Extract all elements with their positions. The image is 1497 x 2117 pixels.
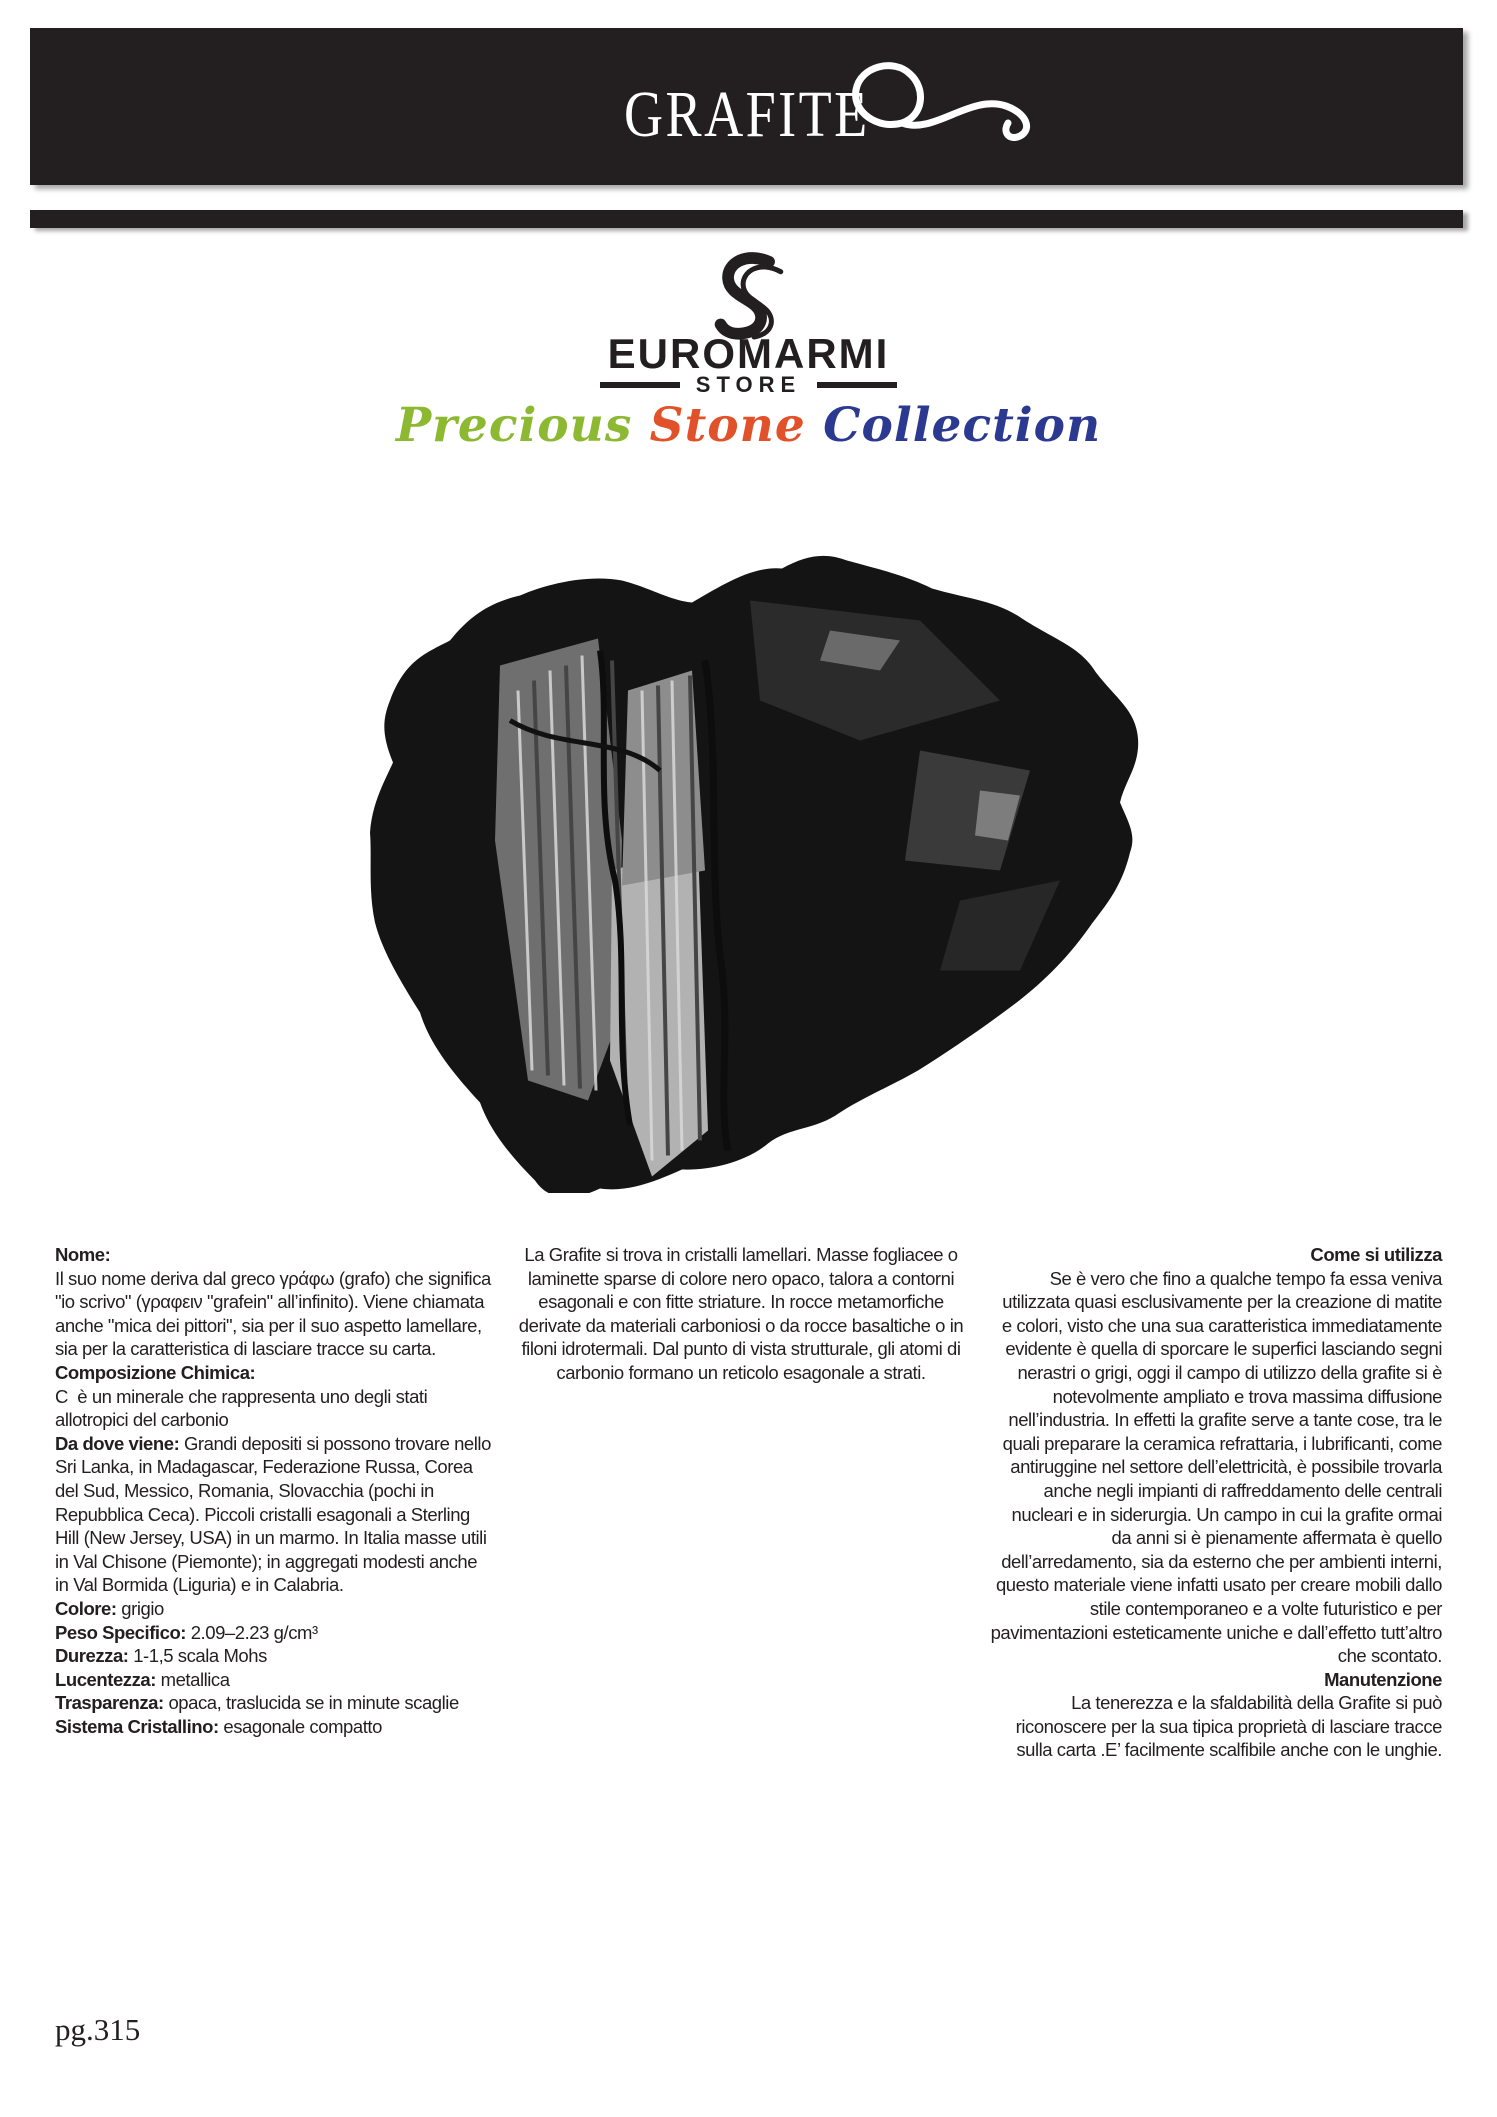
property-block: C è un minerale che rappresenta uno degli stati allotropici del carbonio [55,1385,428,1431]
property-block: Trasparenza: opaca, traslucida se in minute scaglie [55,1692,459,1714]
tagline-word-stone: Stone [649,398,824,453]
column-geology [506,1243,976,1385]
page-title: GRAFITE [623,77,870,151]
collection-tagline [0,398,1497,453]
header-divider-bar [30,210,1463,228]
property-block: Colore: grigio [55,1597,164,1619]
brand-name: EUROMARMI [607,330,890,377]
property-block: Durezza: 1-1,5 scala Mohs [55,1645,267,1667]
page-number: pg.315 [55,2012,141,2047]
property-block: Da dove viene: Grandi depositi si possono trovare nello Sri Lanka, in Madagascar, Federazione Russa, Corea del Sud, Messico, Romania, Slovacchia (pochi in Repubblica Ceca). Piccoli cristalli esagonali a Sterling Hill (New Jersey, USA) in un marmo. In Italia masse utili in Val Chisone (Piemonte); in aggregati modesti anche in Val Bormida (Liguria) e in Calabria. [55,1432,491,1596]
tagline-word-collection: Collection [823,398,1102,453]
maintenance-paragraph: La tenerezza e la sfaldabilità della Grafite si può riconoscere per la sua tipica proprietà di lasciare tracce sulla carta .E’ facilmente scalfibile anche con le unghie. [1015,1692,1442,1761]
graphite-specimen-image [360,538,1140,1193]
property-block: Nome: [55,1244,111,1265]
column-usage [990,1243,1442,1762]
tagline-word-precious: Precious [395,398,650,453]
euromarmi-ss-monogram-icon [706,250,792,342]
property-block: Il suo nome deriva dal greco γράφω (grafo) che significa "io scrivo" (γραφειν "grafein" all’infinito). Viene chiamata anche "mica dei pittori", sia per il suo aspetto lamellare, sia per la caratteristica di lasciare tracce su carta. [55,1267,491,1360]
store-row [0,372,1497,398]
column-properties [55,1243,492,1738]
maintenance-heading: Manutenzione [1324,1668,1442,1690]
store-label: STORE [695,372,802,397]
usage-paragraph: Se è vero che fino a qualche tempo fa essa veniva utilizzata quasi esclusivamente per la creazione di matite e colori, visto che una sua caratteristica immediatamente evidente è quella di sporcare le superfici lasciando segni nerastri o grigi, oggi il campo di utilizzo della grafite si è notevolmente ampliato e trova massima diffusione nell’industria. In effetti la grafite serve a tante cose, tra le quali preparare la ceramica refrattaria, i lubrificanti, come antiruggine nel settore dell’elettricità, è possibile trovarla anche negli impianti di raffreddamento delle centrali nucleari e in siderurgia. Un campo in cui la grafite ormai da anni si è pienamente affermata è quello dell’arredamento, sia da esterno che per ambienti interni, questo materiale viene infatti usato per creare mobili dallo stile contemporaneo e a volte futuristico e per pavimentazioni esteticamente uniche e dall’effetto tutt’altro che scontato. [990,1267,1442,1667]
header-banner [30,28,1463,185]
store-right-rule [817,382,897,388]
property-block: Sistema Cristallino: esagonale compatto [55,1715,382,1737]
store-left-rule [600,382,680,388]
property-block: Composizione Chimica: [55,1361,256,1383]
property-block: Lucentezza: metallica [55,1668,230,1690]
geology-paragraph: La Grafite si trova in cristalli lamellari. Masse fogliacee o laminette sparse di colore nero opaco, talora a contorni esagonali e con fitte striature. In rocce metamorfiche derivate da materiali carboniosi o da rocce basaltiche o in filoni idrotermali. Dal punto di vista strutturale, gli atomi di carbonio formano un reticolo esagonale a strati. [518,1244,964,1383]
property-block: Peso Specifico: 2.09–2.23 g/cm³ [55,1621,318,1643]
usage-heading: Come si utilizza [1310,1244,1442,1265]
